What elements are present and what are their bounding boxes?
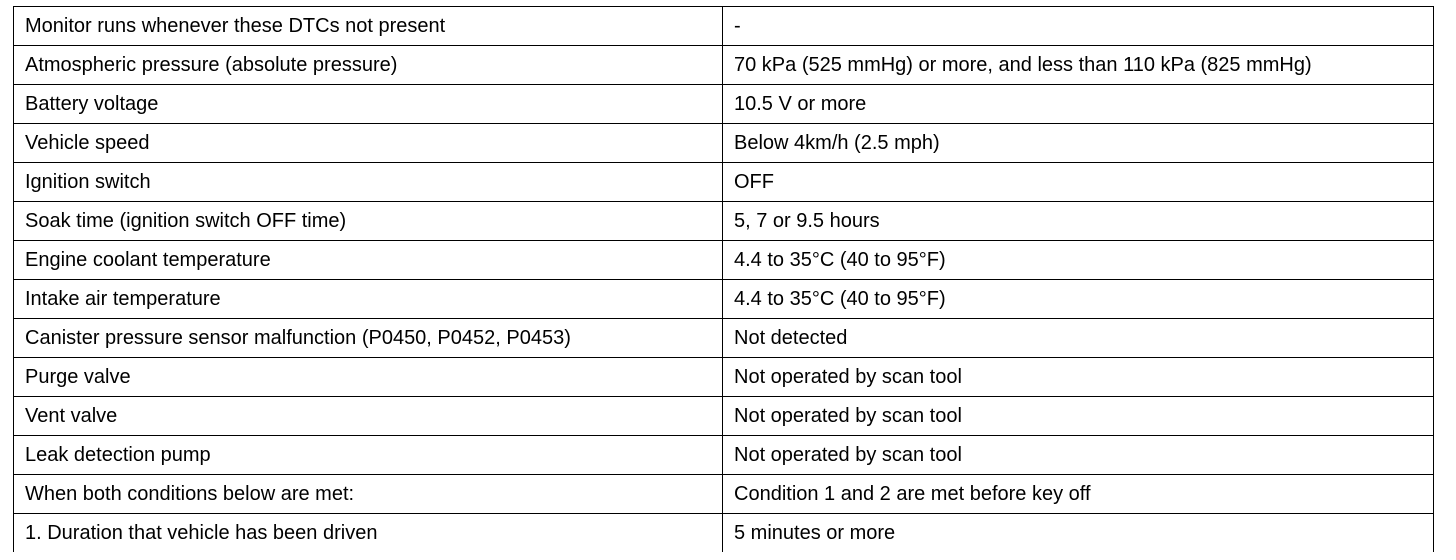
value-cell: Below 4km/h (2.5 mph)	[723, 124, 1434, 163]
table-row	[14, 397, 1434, 436]
value-cell: 10.5 V or more	[723, 85, 1434, 124]
condition-cell: Purge valve	[14, 358, 723, 397]
table-row	[14, 475, 1434, 514]
table-row	[14, 280, 1434, 319]
value-cell: OFF	[723, 163, 1434, 202]
condition-cell: Battery voltage	[14, 85, 723, 124]
table-row	[14, 7, 1434, 46]
table-row	[14, 163, 1434, 202]
monitor-conditions-table	[13, 6, 1434, 552]
condition-cell: Vent valve	[14, 397, 723, 436]
table-row	[14, 241, 1434, 280]
table-row	[14, 358, 1434, 397]
condition-cell: Monitor runs whenever these DTCs not present	[14, 7, 723, 46]
value-cell: Not operated by scan tool	[723, 358, 1434, 397]
condition-cell: Engine coolant temperature	[14, 241, 723, 280]
table-row	[14, 46, 1434, 85]
condition-cell: Ignition switch	[14, 163, 723, 202]
value-cell: 5 minutes or more	[723, 514, 1434, 553]
value-cell: 4.4 to 35°C (40 to 95°F)	[723, 241, 1434, 280]
value-cell: 4.4 to 35°C (40 to 95°F)	[723, 280, 1434, 319]
condition-cell: Soak time (ignition switch OFF time)	[14, 202, 723, 241]
condition-cell: Vehicle speed	[14, 124, 723, 163]
value-cell: Not detected	[723, 319, 1434, 358]
table-row	[14, 202, 1434, 241]
table-row	[14, 85, 1434, 124]
condition-cell: 1. Duration that vehicle has been driven	[14, 514, 723, 553]
table-row	[14, 514, 1434, 553]
value-cell: 5, 7 or 9.5 hours	[723, 202, 1434, 241]
condition-cell: Atmospheric pressure (absolute pressure)	[14, 46, 723, 85]
value-cell: Not operated by scan tool	[723, 436, 1434, 475]
table-row	[14, 124, 1434, 163]
table-row	[14, 436, 1434, 475]
condition-cell: When both conditions below are met:	[14, 475, 723, 514]
conditions-table-container	[13, 6, 1433, 552]
condition-cell: Intake air temperature	[14, 280, 723, 319]
value-cell: 70 kPa (525 mmHg) or more, and less than 110 kPa (825 mmHg)	[723, 46, 1434, 85]
condition-cell: Canister pressure sensor malfunction (P0450, P0452, P0453)	[14, 319, 723, 358]
value-cell: -	[723, 7, 1434, 46]
condition-cell: Leak detection pump	[14, 436, 723, 475]
value-cell: Condition 1 and 2 are met before key off	[723, 475, 1434, 514]
table-row	[14, 319, 1434, 358]
value-cell: Not operated by scan tool	[723, 397, 1434, 436]
